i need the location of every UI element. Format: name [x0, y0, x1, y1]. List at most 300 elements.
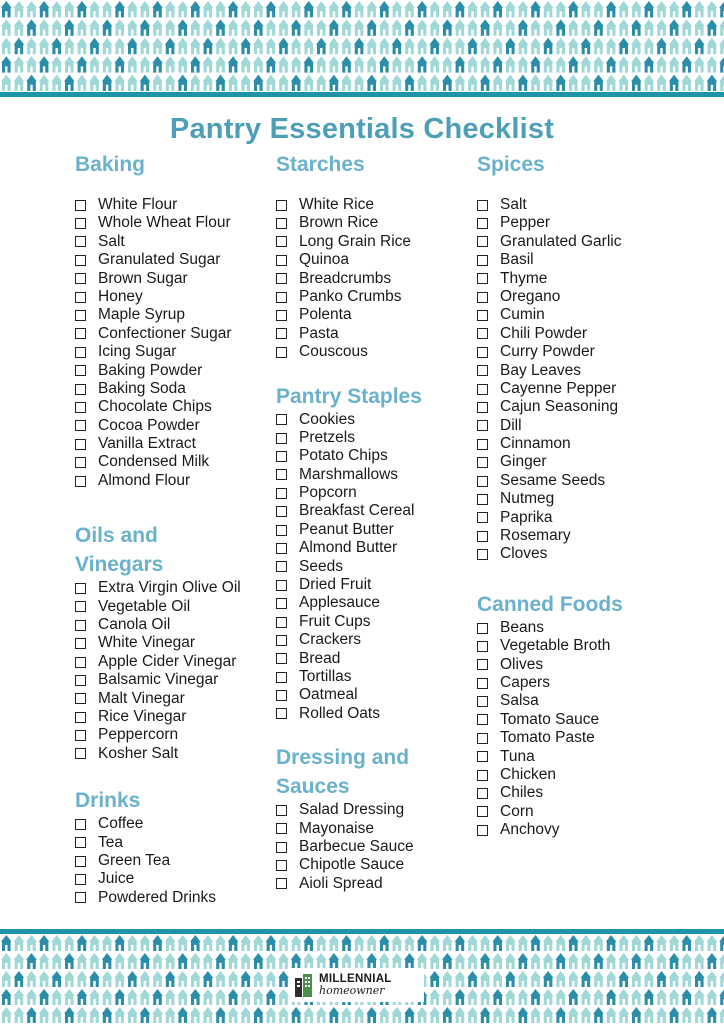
- checklist-item: [477, 545, 677, 563]
- section-heading-canned-foods: Canned Foods: [477, 592, 623, 616]
- checklist-item: [477, 711, 677, 729]
- checklist-item: [477, 270, 677, 288]
- checkbox[interactable]: [276, 653, 287, 664]
- checkbox[interactable]: [75, 200, 86, 211]
- checklist-item-label: Tortillas: [299, 667, 352, 685]
- checklist-item: [477, 656, 677, 674]
- checklist-item: [75, 653, 275, 671]
- checklist: [75, 815, 275, 907]
- column-3: [477, 150, 677, 840]
- checklist-item: [276, 686, 476, 704]
- checklist-item: [75, 233, 275, 251]
- checklist-item: [276, 270, 476, 288]
- checklist-item: [477, 325, 677, 343]
- checklist-item: [75, 616, 275, 634]
- checkbox[interactable]: [75, 236, 86, 247]
- section-starches: [276, 150, 476, 362]
- checkbox[interactable]: [477, 310, 488, 321]
- checklist-item: [75, 251, 275, 269]
- checklist-item-label: Crackers: [299, 631, 362, 649]
- checklist-item-label: White Rice: [299, 196, 374, 213]
- checklist-item-label: Brown Rice: [299, 214, 379, 232]
- checkbox[interactable]: [477, 531, 488, 542]
- checklist-item-label: Basil: [500, 251, 534, 269]
- checkbox[interactable]: [276, 805, 287, 816]
- checklist-item-label: Salsa: [500, 692, 539, 710]
- checkbox[interactable]: [75, 819, 86, 830]
- checklist-item-label: Aioli Spread: [299, 874, 383, 892]
- checklist-item-label: White Flour: [98, 196, 178, 213]
- section-heading-dressing-and-sauces: [276, 743, 476, 801]
- checklist-item-label: Brown Sugar: [98, 269, 188, 287]
- checklist-item: [276, 306, 476, 324]
- checklist-item-label: Confectioner Sugar: [98, 324, 232, 342]
- checklist-item: [276, 411, 476, 429]
- checkbox[interactable]: [75, 255, 86, 266]
- checkbox[interactable]: [477, 806, 488, 817]
- section-heading-baking: Baking: [75, 153, 146, 176]
- checkbox[interactable]: [276, 635, 287, 646]
- checklist-item: [477, 343, 677, 361]
- checkbox[interactable]: [276, 310, 287, 321]
- checkbox[interactable]: [477, 494, 488, 505]
- section-heading-spices: Spices: [477, 153, 545, 176]
- checklist-item: [276, 233, 476, 251]
- column-1: [75, 150, 275, 907]
- checklist-item: [276, 288, 476, 306]
- checklist-item: [477, 306, 677, 324]
- checklist-item-label: Pasta: [299, 324, 339, 342]
- checkbox[interactable]: [75, 420, 86, 431]
- checklist-item: [75, 472, 275, 490]
- section-canned-foods: [477, 590, 677, 840]
- checkbox[interactable]: [276, 255, 287, 266]
- column-2: [276, 150, 476, 893]
- checklist-item-label: Apple Cider Vinegar: [98, 652, 237, 670]
- checkbox[interactable]: [75, 620, 86, 631]
- checkbox[interactable]: [477, 770, 488, 781]
- checklist-item-label: Green Tea: [98, 851, 171, 869]
- checkbox[interactable]: [276, 878, 287, 889]
- checkbox[interactable]: [276, 414, 287, 425]
- checkbox[interactable]: [75, 457, 86, 468]
- checklist-item-label: Almond Flour: [98, 471, 191, 489]
- checkbox[interactable]: [75, 730, 86, 741]
- checkbox[interactable]: [276, 433, 287, 444]
- top-divider: [0, 92, 724, 97]
- checklist-item-label: Chocolate Chips: [98, 398, 212, 416]
- checkbox[interactable]: [477, 236, 488, 247]
- checkbox[interactable]: [276, 672, 287, 683]
- checkbox[interactable]: [477, 751, 488, 762]
- checklist-item-label: Paprika: [500, 508, 553, 526]
- checklist-item-label: Curry Powder: [500, 343, 595, 361]
- section-dressing-and-sauces: [276, 743, 476, 893]
- checklist-item: [75, 435, 275, 453]
- checkbox[interactable]: [276, 708, 287, 719]
- checkbox[interactable]: [477, 788, 488, 799]
- checklist-item-label: Coffee: [98, 815, 144, 833]
- checklist-item-label: Polenta: [299, 306, 352, 324]
- checklist-item-label: Breakfast Cereal: [299, 502, 415, 520]
- checklist-item: [75, 815, 275, 833]
- checklist-item-label: Beans: [500, 618, 544, 636]
- checkbox[interactable]: [477, 402, 488, 413]
- checkbox[interactable]: [75, 748, 86, 759]
- checklist-item-label: Tea: [98, 833, 123, 851]
- checklist: [276, 411, 476, 724]
- checkbox[interactable]: [477, 200, 488, 211]
- checklist-item: [477, 527, 677, 545]
- checkbox[interactable]: [75, 439, 86, 450]
- checklist-item-label: Chili Powder: [500, 324, 588, 342]
- checklist-item-label: Breadcrumbs: [299, 269, 392, 287]
- checklist-item-label: Almond Butter: [299, 539, 398, 557]
- checklist-item: [276, 466, 476, 484]
- checkbox[interactable]: [75, 328, 86, 339]
- checklist-item: [276, 594, 476, 612]
- checklist-item-label: Panko Crumbs: [299, 287, 402, 305]
- checkbox[interactable]: [75, 693, 86, 704]
- section-heading-oils-and-vinegars: [75, 521, 275, 579]
- checklist-item: [75, 453, 275, 471]
- checklist-item: [75, 214, 275, 232]
- house-pattern-icon: [0, 0, 724, 92]
- checklist-item-label: Baking Soda: [98, 379, 186, 397]
- checkbox[interactable]: [75, 874, 86, 885]
- checkbox[interactable]: [75, 583, 86, 594]
- checklist-item-label: Canola Oil: [98, 616, 171, 634]
- checklist-item-label: Icing Sugar: [98, 343, 177, 361]
- logo-line-2: homeowner: [319, 984, 385, 998]
- checklist-item: [477, 637, 677, 655]
- heading-line: Oils and: [75, 524, 158, 548]
- checklist-item-label: Granulated Sugar: [98, 251, 221, 269]
- checklist-item: [75, 671, 275, 689]
- checklist-item-label: Popcorn: [299, 484, 357, 502]
- checklist: [276, 801, 476, 893]
- checkbox[interactable]: [477, 218, 488, 229]
- checklist-item: [477, 490, 677, 508]
- checkbox[interactable]: [276, 580, 287, 591]
- checkbox[interactable]: [477, 457, 488, 468]
- checkbox[interactable]: [477, 420, 488, 431]
- section-pantry-staples: [276, 382, 476, 724]
- section-oils-and-vinegars: [75, 521, 275, 763]
- checklist-item-label: Extra Virgin Olive Oil: [98, 579, 241, 597]
- checklist-item: [276, 820, 476, 838]
- checklist-item: [477, 380, 677, 398]
- checklist-item: [75, 306, 275, 324]
- logo-line-1: MILLENNIAL: [319, 972, 392, 985]
- checklist-item: [477, 398, 677, 416]
- checklist-item-label: Long Grain Rice: [299, 232, 412, 250]
- checklist-item: [276, 214, 476, 232]
- checkbox[interactable]: [75, 638, 86, 649]
- checklist-item-label: Baking Powder: [98, 361, 203, 379]
- checkbox[interactable]: [276, 328, 287, 339]
- checkbox[interactable]: [477, 328, 488, 339]
- checkbox[interactable]: [477, 273, 488, 284]
- checklist-item: [477, 453, 677, 471]
- checkbox[interactable]: [477, 255, 488, 266]
- checklist-item: [276, 801, 476, 819]
- checkbox[interactable]: [477, 476, 488, 487]
- checkbox[interactable]: [477, 696, 488, 707]
- section-heading-drinks: Drinks: [75, 789, 141, 813]
- building-icon: [293, 972, 315, 998]
- checklist-item: [276, 502, 476, 520]
- checklist-item-label: Cumin: [500, 306, 545, 324]
- checkbox[interactable]: [276, 200, 287, 211]
- checklist-item-label: Powdered Drinks: [98, 888, 217, 906]
- heading-line: Sauces: [276, 775, 350, 799]
- checklist-item-label: Capers: [500, 673, 550, 691]
- checklist-item: [75, 343, 275, 361]
- checklist-item: [276, 650, 476, 668]
- checklist-item-label: Honey: [98, 287, 143, 305]
- checklist-item-label: Olives: [500, 655, 544, 673]
- checkbox[interactable]: [276, 469, 287, 480]
- checklist-item: [477, 692, 677, 710]
- checklist-item-label: Fruit Cups: [299, 612, 371, 630]
- checklist-item-label: Thyme: [500, 269, 548, 287]
- checkbox[interactable]: [276, 506, 287, 517]
- checklist-item: [75, 634, 275, 652]
- checkbox[interactable]: [276, 543, 287, 554]
- checklist-item: [477, 784, 677, 802]
- checklist-item: [276, 875, 476, 893]
- section-baking: [75, 150, 275, 490]
- checkbox[interactable]: [75, 384, 86, 395]
- checklist-item-label: Rolled Oats: [299, 704, 380, 722]
- checkbox[interactable]: [477, 439, 488, 450]
- checklist-item-label: Kosher Salt: [98, 744, 179, 762]
- section-heading-pantry-staples: Pantry Staples: [276, 384, 422, 408]
- checklist-item-label: Chicken: [500, 765, 556, 783]
- checklist-item: [276, 613, 476, 631]
- checklist-item: [477, 509, 677, 527]
- checklist-item: [276, 447, 476, 465]
- checklist-item: [75, 889, 275, 907]
- top-house-pattern: [0, 0, 724, 92]
- logo-text: [319, 974, 392, 997]
- checkbox[interactable]: [477, 365, 488, 376]
- checkbox[interactable]: [75, 476, 86, 487]
- checklist-item-label: Corn: [500, 802, 534, 820]
- checklist-item: [276, 325, 476, 343]
- checklist-item-label: Cinnamon: [500, 435, 571, 453]
- checklist-item: [75, 726, 275, 744]
- checkbox[interactable]: [75, 273, 86, 284]
- checkbox[interactable]: [276, 842, 287, 853]
- checklist-item-label: Vegetable Oil: [98, 597, 191, 615]
- checklist-item-label: Oatmeal: [299, 686, 358, 704]
- checklist-item-label: Ginger: [500, 453, 547, 471]
- checklist-item-label: Seeds: [299, 557, 343, 575]
- checkbox[interactable]: [75, 347, 86, 358]
- checklist-item: [477, 821, 677, 839]
- checklist: [75, 579, 275, 763]
- checkbox[interactable]: [276, 690, 287, 701]
- checklist-item: [75, 690, 275, 708]
- checkbox[interactable]: [276, 451, 287, 462]
- checklist-item: [75, 708, 275, 726]
- checklist-item-label: White Vinegar: [98, 634, 196, 652]
- checkbox[interactable]: [75, 365, 86, 376]
- checkbox[interactable]: [75, 657, 86, 668]
- checkbox[interactable]: [276, 218, 287, 229]
- checkbox[interactable]: [75, 601, 86, 612]
- checklist-item: [477, 472, 677, 490]
- checklist-item-label: Whole Wheat Flour: [98, 214, 231, 232]
- checklist-item-label: Peppercorn: [98, 726, 179, 744]
- checkbox[interactable]: [75, 292, 86, 303]
- checklist-item: [75, 870, 275, 888]
- checklist-item-label: Sesame Seeds: [500, 471, 606, 489]
- checklist-item: [75, 270, 275, 288]
- checklist-item-label: Applesauce: [299, 594, 381, 612]
- checkbox[interactable]: [477, 384, 488, 395]
- checklist-item: [477, 288, 677, 306]
- checklist-item: [477, 674, 677, 692]
- checklist-item: [75, 852, 275, 870]
- checklist-item-label: Mayonaise: [299, 819, 374, 837]
- checklist-item: [276, 521, 476, 539]
- checklist-item-label: Tuna: [500, 747, 535, 765]
- checkbox[interactable]: [75, 856, 86, 867]
- checklist-item-label: Malt Vinegar: [98, 689, 185, 707]
- checklist: [477, 196, 677, 564]
- checkbox[interactable]: [276, 292, 287, 303]
- checklist-item-label: Potato Chips: [299, 447, 388, 465]
- checkbox[interactable]: [477, 678, 488, 689]
- checklist-item: [276, 668, 476, 686]
- checklist-item-label: Couscous: [299, 343, 368, 361]
- checkbox[interactable]: [75, 712, 86, 723]
- checkbox[interactable]: [276, 561, 287, 572]
- checklist-item: [477, 233, 677, 251]
- checkbox[interactable]: [477, 549, 488, 560]
- checklist-item-label: Balsamic Vinegar: [98, 671, 219, 689]
- checkbox[interactable]: [276, 347, 287, 358]
- checkbox[interactable]: [75, 402, 86, 413]
- checklist-item: [477, 619, 677, 637]
- checklist-item-label: Granulated Garlic: [500, 232, 622, 250]
- heading-line: Dressing and: [276, 746, 410, 770]
- checkbox[interactable]: [75, 310, 86, 321]
- checklist-item-label: Pretzels: [299, 428, 355, 446]
- checkbox[interactable]: [276, 823, 287, 834]
- checklist-item: [75, 325, 275, 343]
- checkbox[interactable]: [276, 488, 287, 499]
- checkbox[interactable]: [477, 825, 488, 836]
- checklist-item-label: Oregano: [500, 287, 561, 305]
- checklist-item: [477, 729, 677, 747]
- checklist-item: [477, 435, 677, 453]
- checklist-item: [477, 196, 677, 214]
- checklist-item: [477, 803, 677, 821]
- checkbox[interactable]: [276, 860, 287, 871]
- checklist-item: [477, 251, 677, 269]
- checklist: [276, 196, 476, 362]
- checklist-item: [477, 214, 677, 232]
- checklist-item-label: Rice Vinegar: [98, 707, 187, 725]
- checklist-item-label: Salt: [500, 196, 527, 213]
- checklist-item-label: Anchovy: [500, 821, 560, 839]
- checklist-item-label: Maple Syrup: [98, 306, 186, 324]
- checklist-item: [75, 745, 275, 763]
- checklist-item: [477, 766, 677, 784]
- checklist-item-label: Nutmeg: [500, 490, 555, 508]
- checkbox[interactable]: [276, 598, 287, 609]
- checkbox[interactable]: [276, 273, 287, 284]
- checkbox[interactable]: [75, 218, 86, 229]
- checkbox[interactable]: [477, 512, 488, 523]
- checklist-item: [75, 196, 275, 214]
- checklist-item: [276, 484, 476, 502]
- checklist-item-label: Salad Dressing: [299, 801, 405, 819]
- checklist-item-label: Dill: [500, 416, 522, 434]
- checkbox[interactable]: [477, 347, 488, 358]
- checklist-item: [477, 417, 677, 435]
- checkbox[interactable]: [75, 892, 86, 903]
- checkbox[interactable]: [477, 641, 488, 652]
- checkbox[interactable]: [477, 714, 488, 725]
- checklist-item-label: Cajun Seasoning: [500, 398, 619, 416]
- brand-logo: [290, 968, 424, 1002]
- checklist-item: [75, 834, 275, 852]
- checklist-item: [276, 196, 476, 214]
- checklist-item-label: Pepper: [500, 214, 550, 232]
- checklist-item-label: Chipotle Sauce: [299, 856, 405, 874]
- checklist-item-label: Marshmallows: [299, 465, 399, 483]
- heading-line: Vinegars: [75, 553, 164, 577]
- section-heading-starches: Starches: [276, 153, 365, 176]
- checkbox[interactable]: [276, 617, 287, 628]
- section-spices: [477, 150, 677, 564]
- checkbox[interactable]: [477, 733, 488, 744]
- checklist-item: [276, 558, 476, 576]
- checklist-item-label: Cloves: [500, 545, 548, 563]
- checklist-item: [75, 417, 275, 435]
- checklist-item: [276, 576, 476, 594]
- checkbox[interactable]: [477, 623, 488, 634]
- section-drinks: [75, 786, 275, 907]
- checklist-item: [276, 838, 476, 856]
- checklist-item: [276, 251, 476, 269]
- checklist-item-label: Salt: [98, 232, 125, 250]
- checkbox[interactable]: [477, 292, 488, 303]
- checklist-item-label: Tomato Sauce: [500, 710, 600, 728]
- checklist-item-label: Cayenne Pepper: [500, 379, 617, 397]
- checkbox[interactable]: [75, 837, 86, 848]
- checklist-item: [75, 380, 275, 398]
- checkbox[interactable]: [75, 675, 86, 686]
- checklist: [477, 619, 677, 840]
- checklist-item: [276, 343, 476, 361]
- checkbox[interactable]: [477, 659, 488, 670]
- checklist-item: [276, 856, 476, 874]
- checklist-item: [276, 429, 476, 447]
- checkbox[interactable]: [276, 236, 287, 247]
- checklist-item: [276, 631, 476, 649]
- checklist-item-label: Quinoa: [299, 251, 349, 269]
- page-title: Pantry Essentials Checklist: [169, 113, 555, 145]
- checkbox[interactable]: [276, 525, 287, 536]
- checklist-item-label: Vegetable Broth: [500, 637, 611, 655]
- checklist-item-label: Tomato Paste: [500, 729, 595, 747]
